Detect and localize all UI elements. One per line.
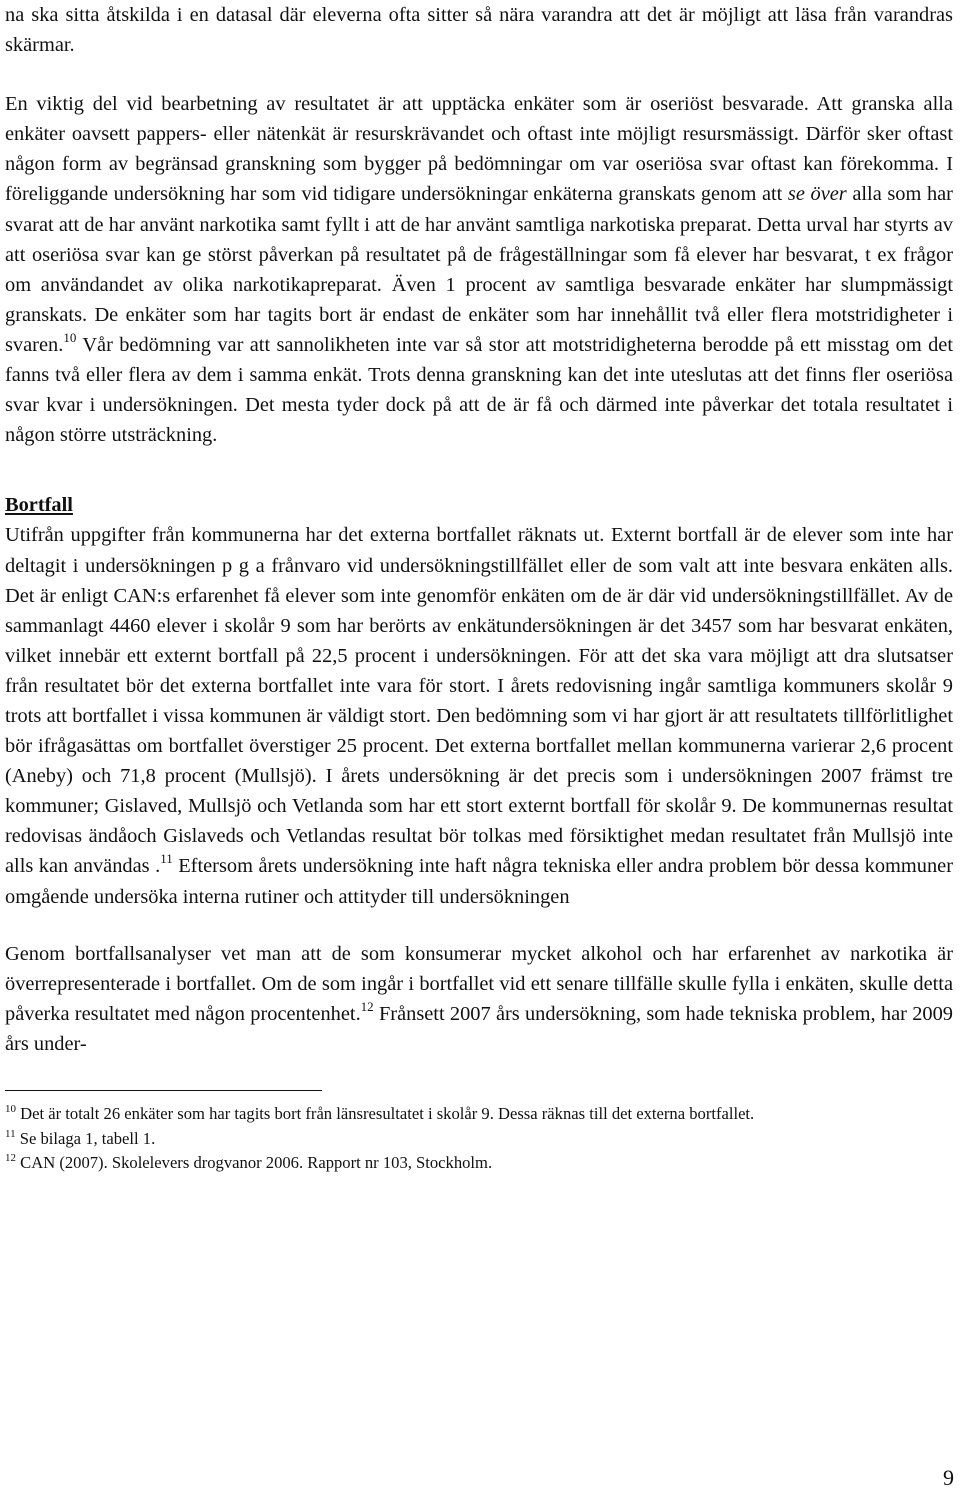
paragraph — [5, 89, 953, 450]
paragraph-text: na ska sitta åtskilda i en datasal där eleverna ofta sitter så nära varandra att det är möjligt att läsa från varandras skärmar. — [5, 4, 953, 57]
footnotes — [5, 1102, 953, 1176]
page-number: 9 — [943, 1465, 954, 1490]
paragraph-text: alla som har svarat att de har använt narkotika samt fyllt i att de har använt samtliga narkotiska preparat. Detta urval har styrts av att oseriösa svar kan ge störst påverkan på resultatet på de frågeställningar som få elever har besvarat, t ex frågor om användandet av olika narkotikapreparat. Även 1 procent av samtliga besvarade enkäter har slumpmässigt granskats. De enkäter som har tagits bort är endast de enkäter som har innehållit två eller flera motstridigheter i svaren. — [5, 183, 953, 356]
paragraph — [5, 0, 953, 60]
footnote-divider — [5, 1090, 322, 1091]
footnote-ref: 10 — [63, 329, 77, 345]
footnote-ref: 12 — [360, 998, 374, 1014]
document-page — [5, 0, 953, 1176]
footnote — [5, 1127, 953, 1152]
footnote-text: CAN (2007). Skolelevers drogvanor 2006. Rapport nr 103, Stockholm. — [20, 1153, 493, 1173]
paragraph-text: Frånsett 2007 års undersökning, som hade tekniska problem, har 2009 års under- — [5, 1002, 953, 1055]
paragraph-text: En viktig del vid bearbetning av resultatet är att upptäcka enkäter som är oseriöst besvarade. Att granska alla enkäter oavsett pappers- eller nätenkät är resurskrävandet och oftast inte möjligt resursmässigt. Därför sker oftast någon form av begränsad granskning som bygger på bedömningar om var oseriösa svar oftast kan förekomma. I föreliggande undersökning har som vid tidigare undersökningar enkäterna granskats genom att — [5, 93, 953, 206]
footnote-text: Se bilaga 1, tabell 1. — [19, 1128, 156, 1148]
paragraph — [5, 939, 953, 1059]
emphasis-text: se över — [787, 183, 847, 206]
footnote-ref: 11 — [160, 851, 173, 867]
footnote-number: 11 — [5, 1127, 16, 1140]
paragraph-text: Vår bedömning var att sannolikheten inte var så stor att motstridigheterna berodde på ett misstag om det fanns två eller flera av dem i samma enkät. Trots denna granskning kan det inte uteslutas att det finns fler oseriösa svar kvar i undersökningen. Det mesta tyder dock på att de är få och därmed inte påverkar det totala resultatet i någon större utsträckning. — [5, 333, 953, 447]
paragraph-text: Utifrån uppgifter från kommunerna har det externa bortfallet räknats ut. Externt bortfall är de elever som inte har deltagit i undersökningen p g a frånvaro vid undersökningstillfället eller de som valt att inte besvara enkäten alls. Det är enligt CAN:s erfarenhet få elever som inte genomför enkäten om de är där vid undersökningstillfället. Av de sammanlagt 4460 elever i skolår 9 som har berörts av enkätundersökningen är det 3457 som har besvarat enkäten, vilket innebär ett externt bortfall på 22,5 procent i undersökningen. För att det ska vara möjligt att dra slutsatser från resultatet bör det externa bortfallet inte vara för stort. I årets redovisning ingår samtliga kommuners skolår 9 trots att bortfallet i vissa kommunen är väldigt stort. Den bedömning som vi har gjort är att resultatets tillförlitlighet bör ifrågasättas om bortfallet överstiger 25 procent. Det externa bortfallet mellan kommunerna varierar 2,6 procent (Aneby) och 71,8 procent (Mullsjö). I årets undersökning är det precis som i undersökningen 2007 främst tre kommuner; Gislaved, Mullsjö och Vetlanda som har ett stort externt bortfall för skolår 9. De kommunernas resultat redovisas ändåoch Gislaveds och Vetlandas resultat bör tolkas med försiktighet medan resultatet från Mullsjö inte alls kan användas . — [5, 524, 953, 878]
paragraph-text: Eftersom årets undersökning inte haft några tekniska eller andra problem bör dessa kommuner omgående undersöka interna rutiner och attityder till undersökningen — [5, 855, 954, 908]
footnote-number: 12 — [5, 1152, 16, 1165]
section-heading: Bortfall — [5, 494, 73, 517]
footnote-text: Det är totalt 26 enkäter som har tagits bort från länsresultatet i skolår 9. Dessa räknas till det externa bortfallet. — [20, 1104, 755, 1123]
footnote — [5, 1102, 953, 1127]
paragraph-text: Genom bortfallsanalyser vet man att de som konsumerar mycket alkohol och har erfarenhet av narkotika är överrepresenterade i bortfallet. Om de som ingår i bortfallet vid ett senare tillfälle skulle fylla i enkäten, skulle detta påverka resultatet med någon procentenhet. — [5, 942, 953, 1025]
footnote — [5, 1151, 953, 1176]
paragraph — [5, 520, 953, 911]
section-heading-row — [5, 490, 953, 520]
footnote-number: 10 — [5, 1103, 16, 1115]
